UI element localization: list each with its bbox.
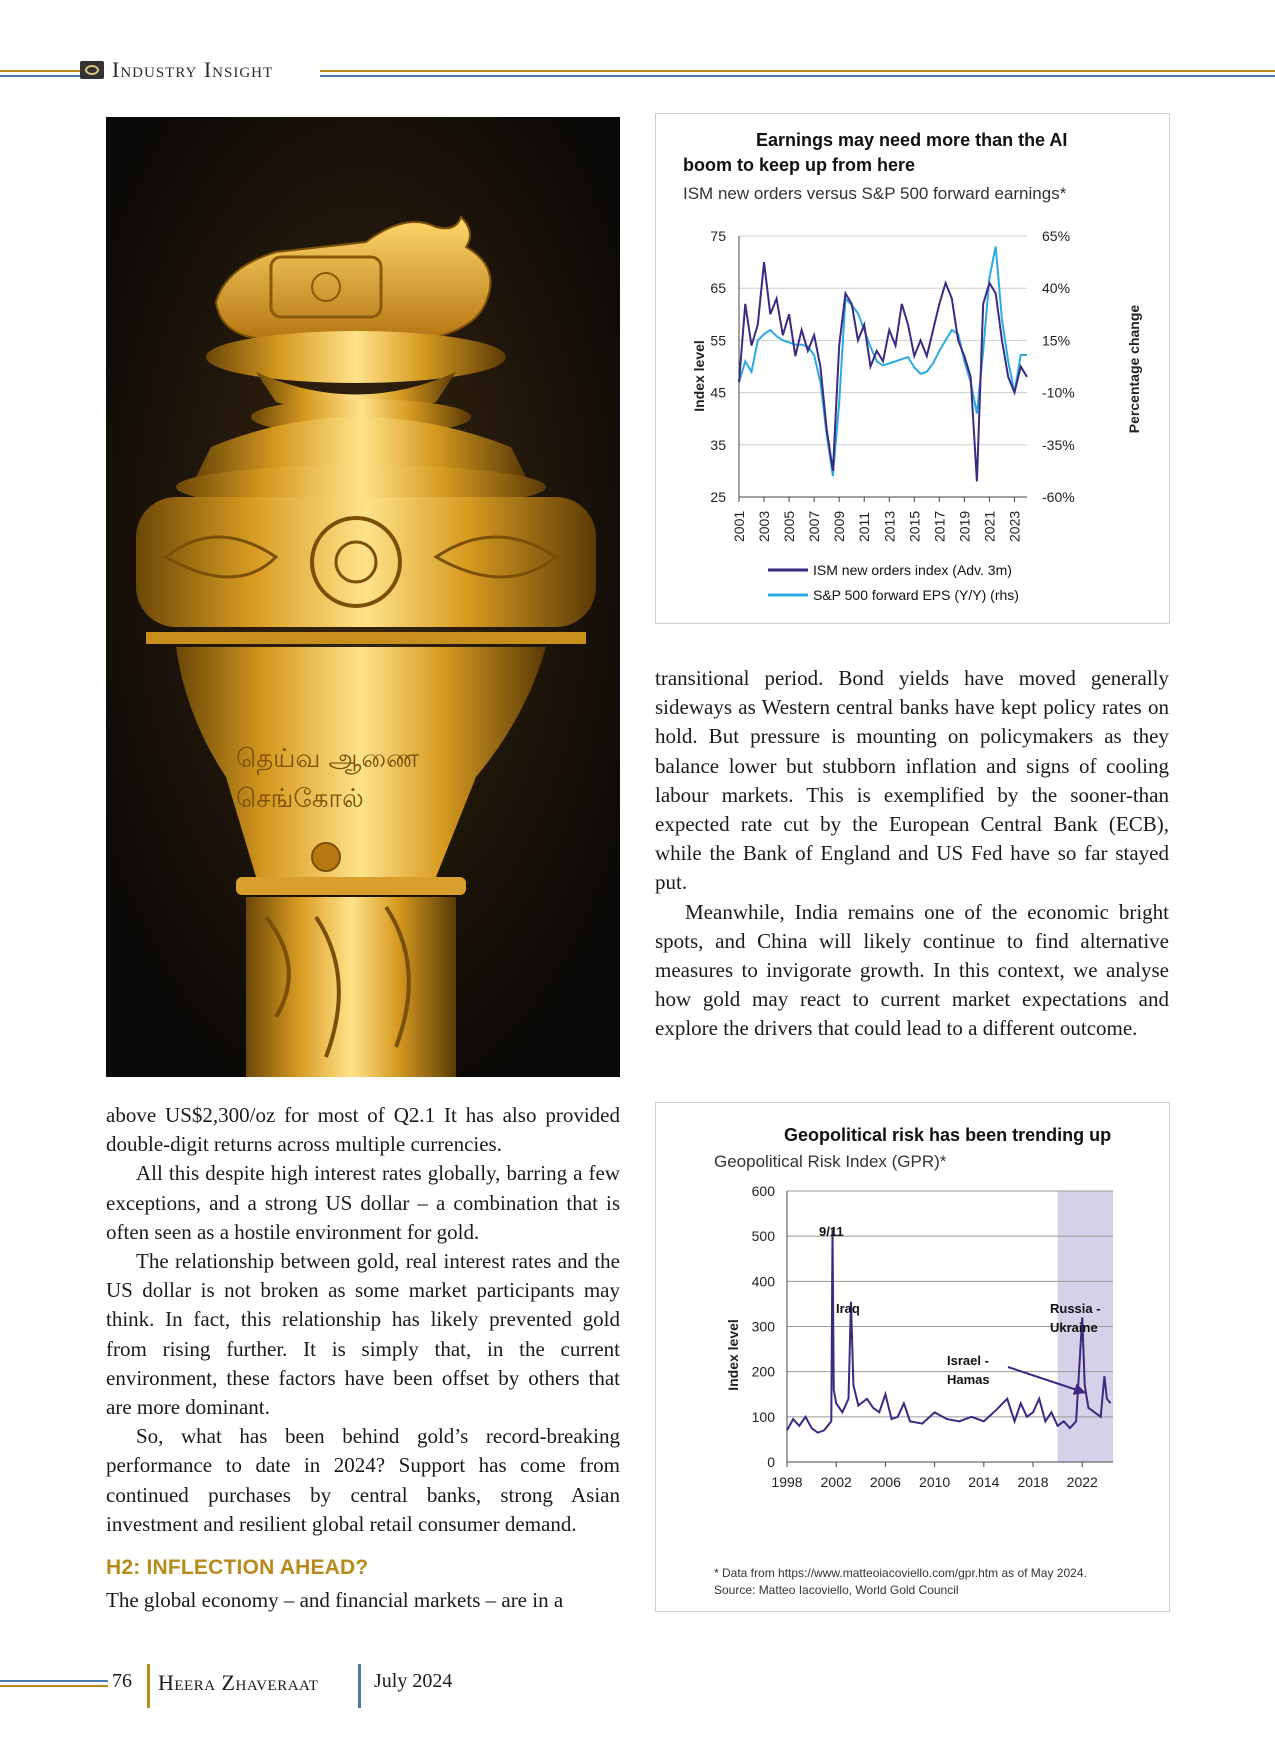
- footer-date: July 2024: [374, 1670, 453, 1692]
- paragraph: So, what has been behind gold’s record-breaking performance to date in 2024? Support has come from continued purchases by central banks, strong Asian investment and resilient global retail consumer demand.: [106, 1424, 620, 1536]
- footer-rule-gold: [0, 1685, 108, 1687]
- chart1-ytick-left: 25: [710, 489, 726, 505]
- paragraph: Meanwhile, India remains one of the economic bright spots, and China will likely continue to find alternative measures to invigorate growth. In this context, we analyse how gold may react to current market expectations and explore the drivers that could lead to a different outcome.: [655, 899, 1169, 1041]
- annotation-russia-line1: Russia -: [1050, 1301, 1101, 1316]
- chart1-ytick-right: 65%: [1042, 228, 1071, 244]
- section-heading: H2: INFLECTION AHEAD?: [106, 1556, 369, 1580]
- footer-divider-blue: [358, 1664, 361, 1708]
- chart2-xtick-label: 2022: [1066, 1474, 1098, 1490]
- chart2-title: Geopolitical risk has been trending up: [784, 1125, 1112, 1145]
- chart1-title-line1: Earnings may need more than the AI: [756, 130, 1068, 150]
- annotation-israel-line1: Israel -: [947, 1353, 989, 1368]
- chart2-xtick-label: 2014: [968, 1474, 1000, 1490]
- footer-divider-gold: [147, 1664, 150, 1708]
- chart1-xtick-label: 2003: [756, 510, 773, 542]
- paragraph: transitional period. Bond yields have moved generally sideways as Western central banks have kept policy rates on hold. But pressure is mounting on policymakers as they balance lower but stubborn inflation and signs of cooling labour markets. This is exemplified by the sooner-than expected rate cut by the European Central Bank (ECB), while the Bank of England and US Fed have so far stayed put.: [655, 666, 1169, 895]
- chart1-xtick-label: 2019: [956, 510, 973, 542]
- chart1-ytick-left: 45: [710, 384, 726, 401]
- page-number: 76: [112, 1670, 132, 1692]
- chart1-xtick-label: 2007: [806, 510, 823, 542]
- chart1-subtitle: ISM new orders versus S&P 500 forward earnings*: [683, 184, 1067, 203]
- chart1-ytick-left: 55: [710, 332, 726, 349]
- chart2-source: Source: Matteo Iacoviello, World Gold Council: [714, 1583, 959, 1597]
- chart1-ytick-right: -60%: [1042, 489, 1075, 505]
- ism-vs-eps-chart: [655, 113, 1170, 624]
- chart1-ytick-left: 65: [710, 280, 726, 297]
- chart2-ytick: 100: [751, 1408, 775, 1425]
- header-rule-blue-right: [320, 75, 1275, 77]
- page-footer: [0, 1660, 1275, 1720]
- body-text-left-column: [106, 1101, 620, 1615]
- series-line-ism: [739, 262, 1027, 481]
- chart2-ytick: 200: [751, 1363, 775, 1380]
- paragraph: The relationship between gold, real interest rates and the US dollar is not broken as some market participants may think. In fact, this relationship has likely prevented gold from rising further. It is simply that, in the current environment, these factors have been offset by others that are more dominant.: [106, 1249, 620, 1420]
- chart2-subtitle: Geopolitical Risk Index (GPR)*: [714, 1152, 947, 1171]
- chart2-footnote: * Data from https://www.matteoiacoviello.com/gpr.htm as of May 2024.: [714, 1566, 1087, 1580]
- geopolitical-risk-chart-svg: [656, 1103, 1169, 1611]
- svg-text:செங்கோல்: செங்கோல்: [236, 784, 364, 814]
- annotation-israel-line2: Hamas: [947, 1372, 990, 1387]
- chart1-xtick-label: 2023: [1006, 510, 1023, 542]
- svg-text:தெய்வ ஆணை: தெய்வ ஆணை: [236, 744, 420, 774]
- header-rule-blue-left: [0, 75, 80, 77]
- header-rule-gold-left: [0, 70, 80, 72]
- chart1-xtick-label: 2013: [881, 510, 898, 542]
- chart2-ylabel: Index level: [725, 1319, 741, 1391]
- chart1-xtick-label: 2021: [981, 510, 998, 542]
- chart1-xtick-label: 2001: [731, 510, 747, 542]
- chart1-xtick-label: 2017: [931, 510, 948, 542]
- chart1-xtick-label: 2011: [856, 511, 873, 542]
- brand-logo-icon: [80, 61, 104, 79]
- chart1-ytick-left: 35: [710, 436, 726, 453]
- body-text-right-column: [655, 664, 1169, 1044]
- chart2-ytick: 500: [751, 1228, 775, 1245]
- chart1-ylabel-left: Index level: [691, 340, 707, 412]
- chart1-ytick-right: -35%: [1042, 436, 1075, 453]
- chart1-title-line2: boom to keep up from here: [683, 155, 916, 175]
- chart2-xtick-label: 2002: [820, 1474, 852, 1490]
- chart2-xtick-label: 2006: [869, 1474, 901, 1490]
- chart1-ytick-right: -10%: [1042, 384, 1075, 401]
- geopolitical-risk-chart: [655, 1102, 1170, 1612]
- chart1-ytick-right: 15%: [1042, 332, 1071, 349]
- paragraph: The global economy – and financial markets – are in a: [106, 1588, 564, 1613]
- chart1-xtick-label: 2005: [781, 510, 798, 542]
- section-header: [80, 56, 281, 84]
- chart2-xtick-label: 1998: [771, 1474, 803, 1490]
- chart2-xtick-label: 2018: [1017, 1474, 1049, 1490]
- footer-rule-blue: [0, 1680, 108, 1682]
- chart1-xtick-label: 2015: [906, 510, 923, 542]
- chart2-ytick: 600: [751, 1183, 775, 1199]
- chart2-ytick: 0: [767, 1454, 775, 1470]
- chart1-xtick-label: 2009: [831, 510, 848, 542]
- chart2-ytick: 400: [751, 1273, 775, 1290]
- annotation-911: 9/11: [819, 1224, 844, 1239]
- annotation-iraq: Iraq: [836, 1301, 860, 1316]
- chart1-ytick-right: 40%: [1042, 280, 1071, 297]
- header-rule-gold-right: [320, 70, 1275, 72]
- paragraph: above US$2,300/oz for most of Q2.1 It has also provided double-digit returns across multiple currencies.: [106, 1103, 620, 1157]
- annotation-russia-line2: Ukraine: [1050, 1320, 1098, 1335]
- chart1-ylabel-right: Percentage change: [1126, 304, 1142, 434]
- footer-brand: Heera Zhaveraat: [158, 1670, 319, 1695]
- section-title: Industry Insight: [112, 57, 274, 82]
- ism-vs-eps-chart-svg: [656, 114, 1169, 623]
- chart1-legend-ism: ISM new orders index (Adv. 3m): [813, 562, 1012, 578]
- paragraph: All this despite high interest rates globally, barring a few exceptions, and a strong US dollar – a combination that is often seen as a hostile environment for gold.: [106, 1161, 620, 1244]
- chart1-ytick-left: 75: [710, 228, 726, 244]
- chart2-xtick-label: 2010: [919, 1474, 951, 1490]
- chart1-legend-eps: S&P 500 forward EPS (Y/Y) (rhs): [813, 587, 1019, 603]
- gold-sceptre-photo: [106, 117, 620, 1077]
- chart2-ytick: 300: [751, 1318, 775, 1335]
